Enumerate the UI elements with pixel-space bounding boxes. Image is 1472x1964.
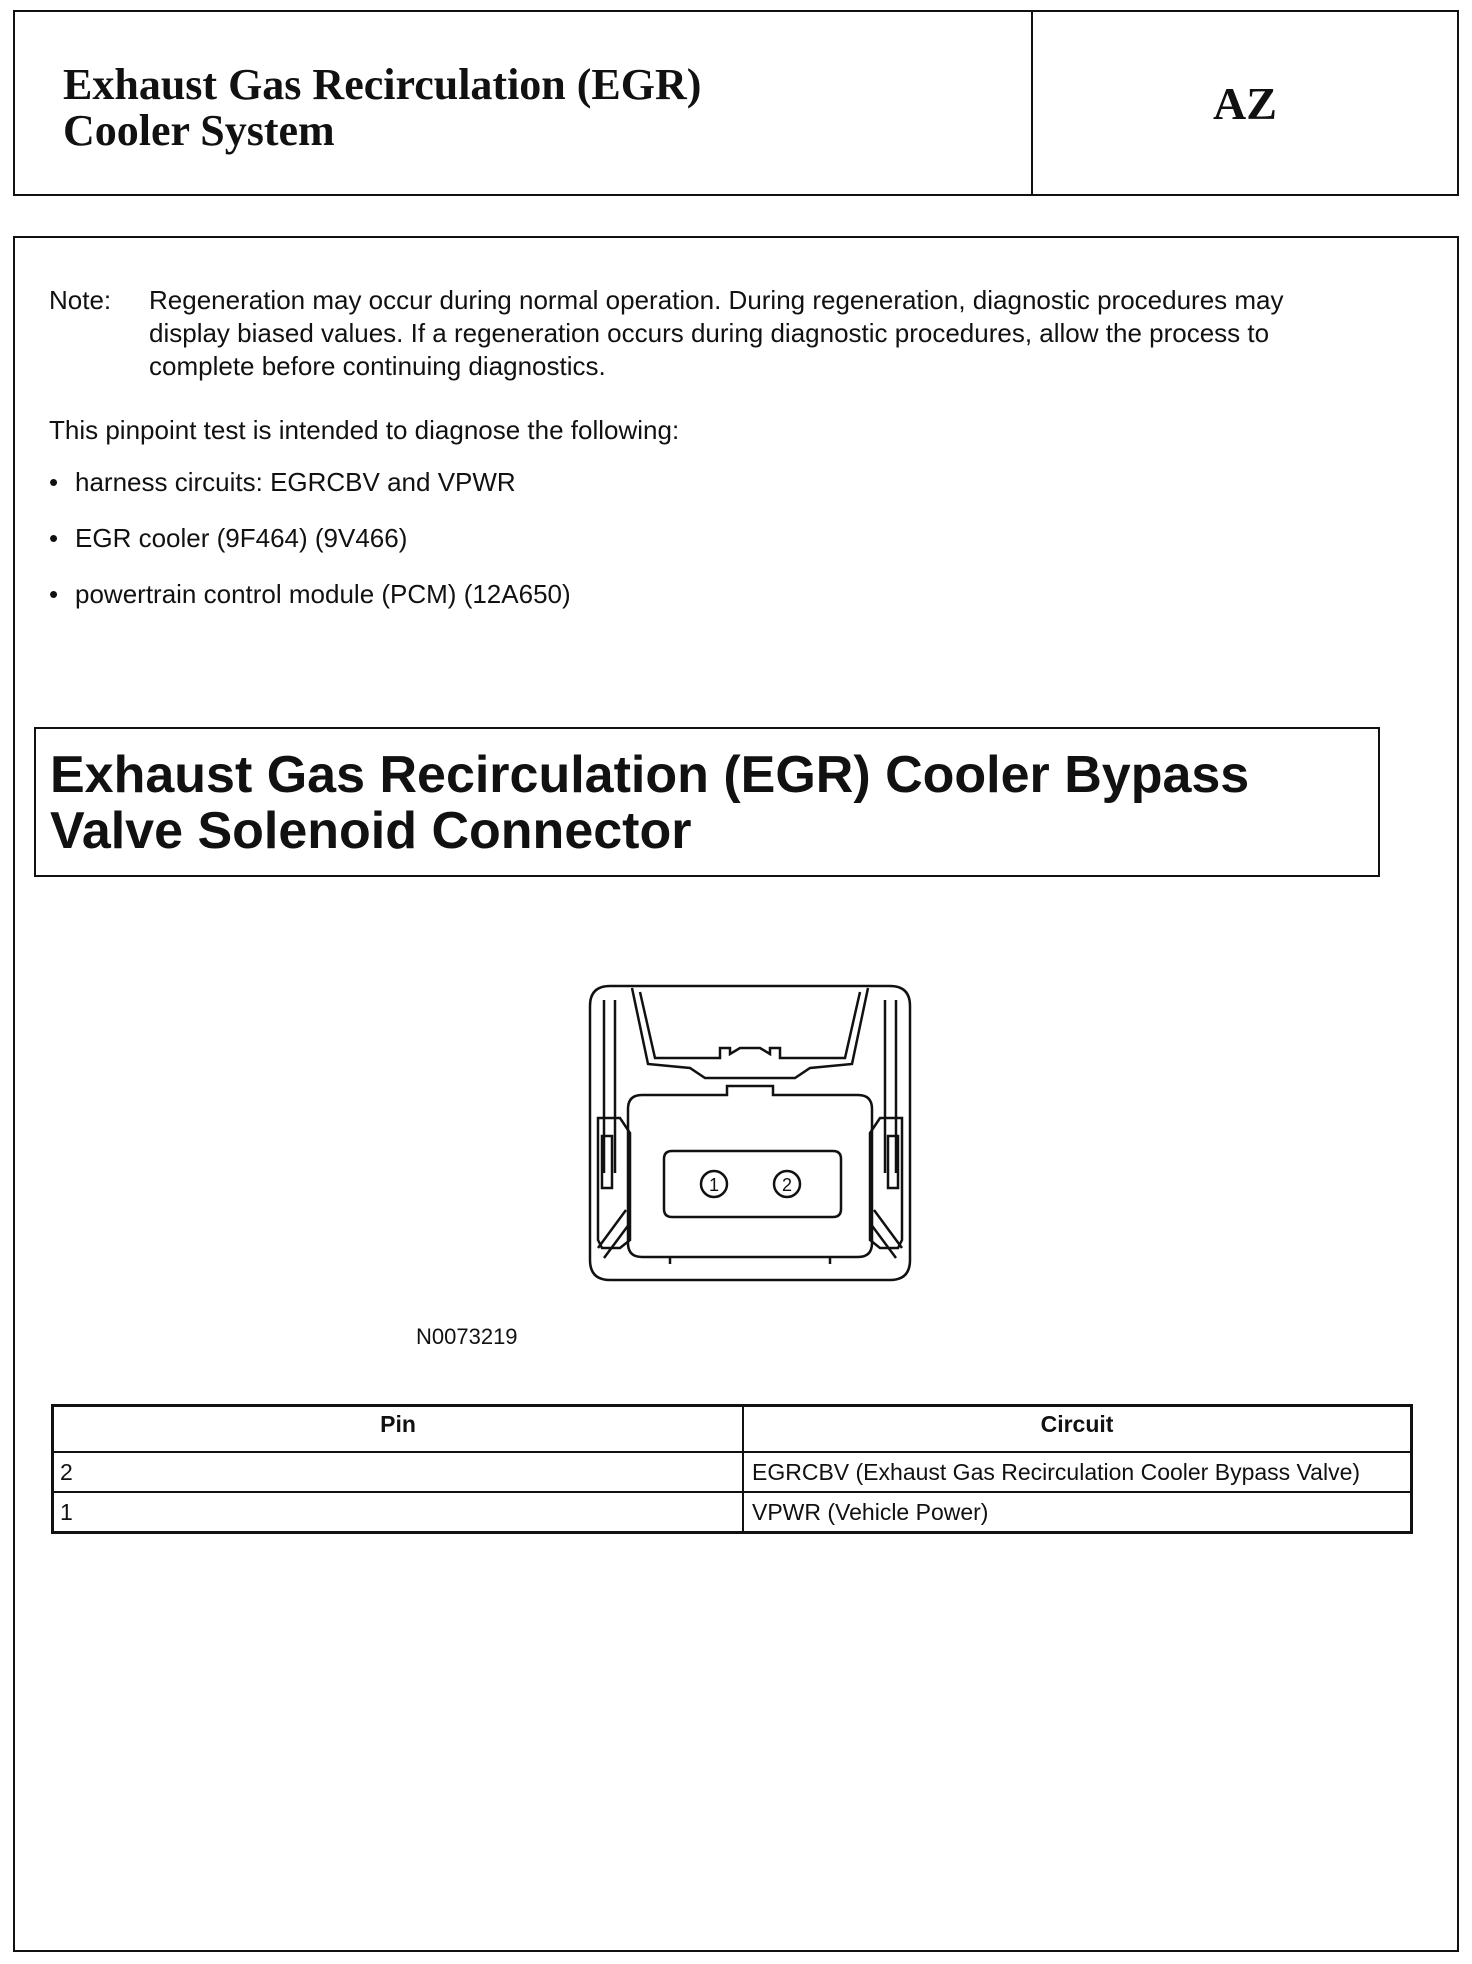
pin-cell: 2 xyxy=(53,1452,744,1492)
left-lock-diag2 xyxy=(604,1223,630,1258)
section-code: AZ xyxy=(1213,77,1277,129)
list-item xyxy=(49,522,571,578)
column-header-pin: Pin xyxy=(53,1406,744,1453)
table-header-row xyxy=(53,1406,1412,1453)
connector-diagram xyxy=(580,978,920,1288)
circuit-cell: EGRCBV (Exhaust Gas Recirculation Cooler Bypass Valve) xyxy=(743,1452,1412,1492)
column-header-circuit: Circuit xyxy=(743,1406,1412,1453)
content-box xyxy=(13,236,1459,1952)
diagnose-list xyxy=(49,466,571,634)
figure-id: N0073219 xyxy=(416,1324,518,1349)
pin-cell: 1 xyxy=(53,1492,744,1533)
pin-cavity xyxy=(664,1151,841,1217)
bullet-icon: • xyxy=(49,467,59,497)
intro-text: This pinpoint test is intended to diagnose the following: xyxy=(49,415,680,445)
header-title xyxy=(63,62,1003,154)
header-title-line1: Exhaust Gas Recirculation (EGR) xyxy=(63,60,702,109)
right-lock-diag xyxy=(874,1210,902,1248)
section-title-box xyxy=(34,727,1380,877)
latch-outline xyxy=(632,988,868,1078)
connector-housing xyxy=(590,986,910,1280)
pin-2-label: 2 xyxy=(781,1175,793,1195)
list-item xyxy=(49,578,571,634)
note-label: Note: xyxy=(49,285,112,315)
bullet-icon: • xyxy=(49,579,59,609)
bullet-icon: • xyxy=(49,523,59,553)
pin-table xyxy=(51,1404,1413,1534)
left-lock-diag xyxy=(598,1210,626,1248)
list-item-text: harness circuits: EGRCBV and VPWR xyxy=(75,467,516,497)
list-item xyxy=(49,466,571,522)
header-title-line2: Cooler System xyxy=(63,106,335,155)
circuit-cell: VPWR (Vehicle Power) xyxy=(743,1492,1412,1533)
table-row xyxy=(53,1452,1412,1492)
page-header xyxy=(13,10,1459,196)
list-item-text: powertrain control module (PCM) (12A650) xyxy=(75,579,571,609)
latch xyxy=(640,992,860,1058)
list-item-text: EGR cooler (9F464) (9V466) xyxy=(75,523,408,553)
right-lock-diag2 xyxy=(870,1223,896,1258)
section-title: Exhaust Gas Recirculation (EGR) Cooler Bypass Valve Solenoid Connector xyxy=(50,746,1250,860)
pin-1-label: 1 xyxy=(708,1175,720,1195)
table-row xyxy=(53,1492,1412,1533)
note-text: Regeneration may occur during normal operation. During regeneration, diagnostic procedures may display biased values. If a regeneration occurs during diagnostic procedures, allow the process to complete before continuing diagnostics. xyxy=(149,285,1284,381)
note xyxy=(49,284,1429,383)
